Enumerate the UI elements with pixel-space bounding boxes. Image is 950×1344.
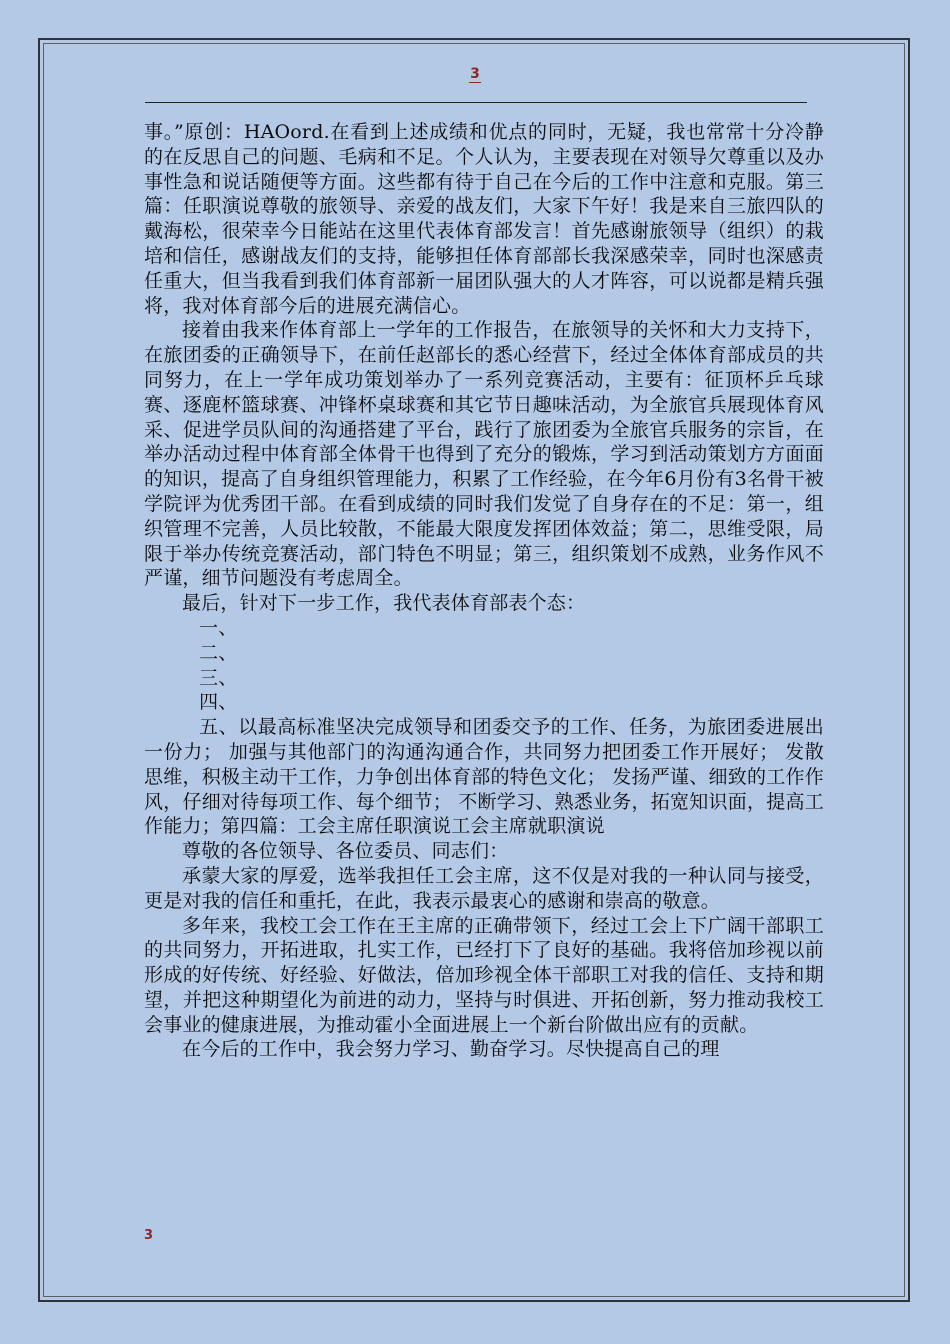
list-item-5: 五、以最高标准坚决完成领导和团委交予的工作、任务，为旅团委进展出一份力； 加强与其他部门的沟通沟通合作，共同努力把团委工作开展好； 发散思维，积极主动干工作，力争创出体育部的特色文化； 发扬严谨、细致的工作作风，仔细对待每项工作、每个细节； 不断学习、熟悉业务，拓宽知识面，提高工作能力；第四篇：工会主席任职演说工会主席就职演说 (144, 716, 824, 838)
footer-page-number: 3 (144, 1228, 154, 1243)
header-rule (145, 102, 807, 103)
header-page-number (0, 66, 950, 82)
document-body (144, 120, 824, 1062)
header-page-number-text: 3 (470, 66, 480, 82)
list-item-1: 一、 (199, 616, 238, 639)
paragraph-3: 最后，针对下一步工作，我代表体育部表个态： (182, 592, 586, 615)
paragraph-1: 事。”原创：HAOord.在看到上述成绩和优点的同时，无疑，我也常常十分冷静的在反思自己的问题、毛病和不足。个人认为，主要表现在对领导欠尊重以及办事性急和说话随便等方面。这些都有待于自己在今后的工作中注意和克服。第三篇：任职演说尊敬的旅领导、亲爱的战友们，大家下午好！我是来自三旅四队的戴海松，很荣幸今日能站在这里代表体育部发言！首先感谢旅领导（组织）的栽培和信任，感谢战友们的支持，能够担任体育部部长我深感荣幸，同时也深感责任重大，但当我看到我们体育部新一届团队强大的人才阵容，可以说都是精兵强将，我对体育部今后的进展充满信心。 (144, 121, 824, 317)
paragraph-2: 接着由我来作体育部上一学年的工作报告，在旅领导的关怀和大力支持下，在旅团委的正确领导下，在前任赵部长的悉心经营下，经过全体体育部成员的共同努力，在上一学年成功策划举办了一系列竞赛活动，主要有：征顶杯乒乓球赛、逐鹿杯篮球赛、冲锋杯桌球赛和其它节日趣味活动，为全旅官兵展现体育风采、促进学员队间的沟通搭建了平台，践行了旅团委为全旅官兵服务的宗旨，在举办活动过程中体育部全体骨干也得到了充分的锻炼，学习到活动策划方方面面的知识，提高了自身组织管理能力，积累了工作经验，在今年6月份有3名骨干被学院评为优秀团干部。在看到成绩的同时我们发觉了自身存在的不足：第一，组织管理不完善，人员比较散，不能最大限度发挥团体效益；第二，思维受限，局限于举办传统竞赛活动，部门特色不明显；第三，组织策划不成熟，业务作风不严谨，细节问题没有考虑周全。 (144, 319, 824, 590)
paragraph-5: 多年来，我校工会工作在王主席的正确带领下，经过工会上下广阔干部职工的共同努力，开拓进取，扎实工作，已经打下了良好的基础。我将倍加珍视以前形成的好传统、好经验、好做法，倍加珍视全体干部职工对我的信任、支持和期望，并把这种期望化为前进的动力，坚持与时俱进、开拓创新，努力推动我校工会事业的健康进展，为推动霍小全面进展上一个新台阶做出应有的贡献。 (144, 914, 824, 1036)
paragraph-greeting: 尊敬的各位领导、各位委员、同志们： (182, 840, 509, 863)
paragraph-6: 在今后的工作中，我会努力学习、勤奋学习。尽快提高自己的理 (182, 1038, 720, 1061)
paragraph-4: 承蒙大家的厚爱，选举我担任工会主席，这不仅是对我的一种认同与接受，更是对我的信任和重托，在此，我表示最衷心的感谢和崇高的敬意。 (144, 864, 824, 912)
list-item-4: 四、 (199, 691, 238, 714)
list-item-2: 二、 (199, 641, 238, 664)
list-item-3: 三、 (199, 666, 238, 689)
